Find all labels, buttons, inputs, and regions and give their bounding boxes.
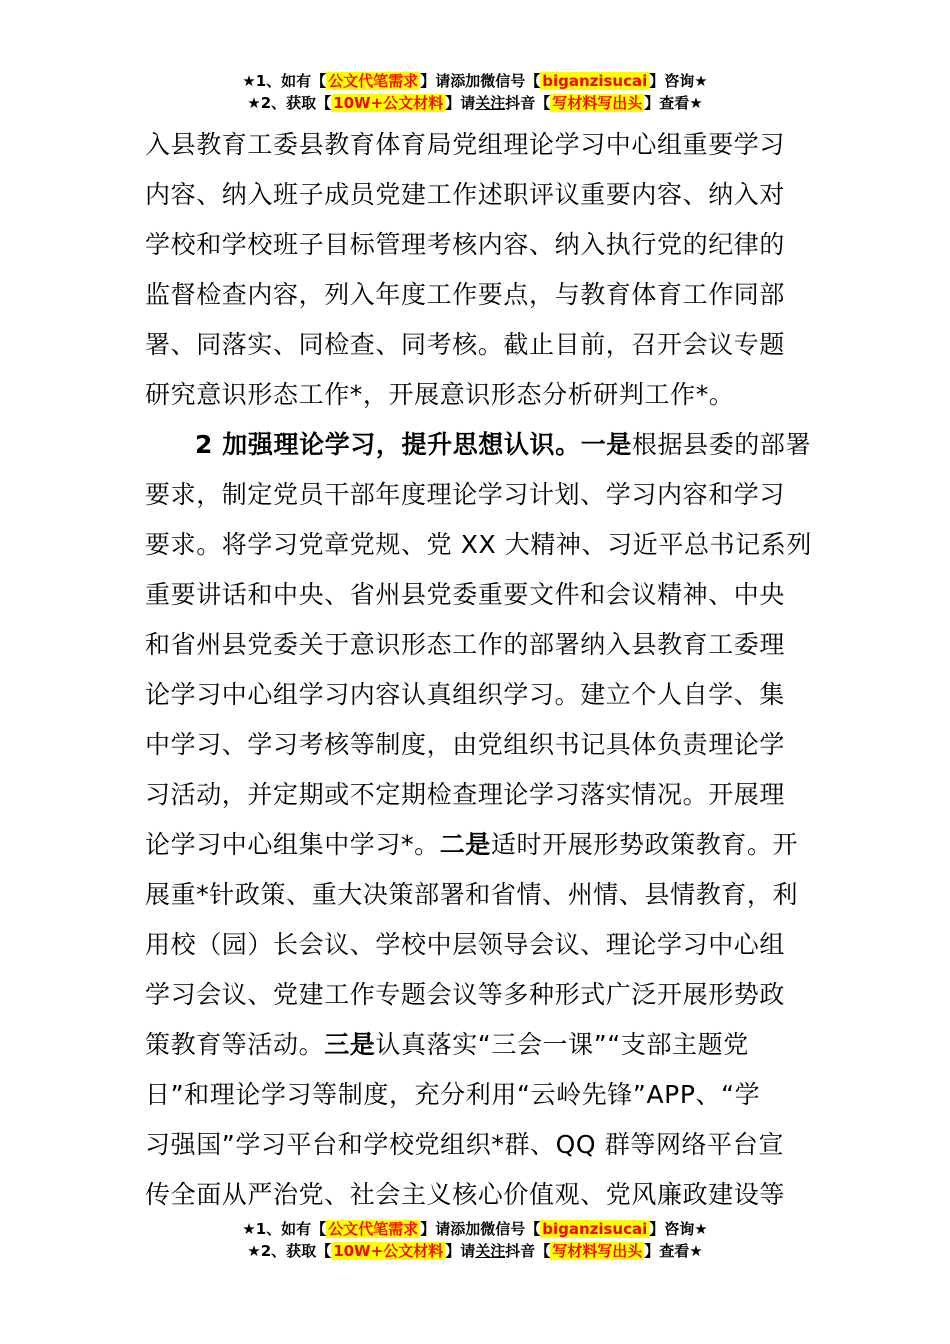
body-line: 习强国”学习平台和学校党组织*群、QQ 群等网络平台宣 xyxy=(145,1130,784,1159)
header-banner-line-2 xyxy=(0,92,950,114)
banner-text: ★2、获取【 xyxy=(247,94,332,112)
section-heading: 2 加强理论学习，提升思想认识。一是 xyxy=(195,430,632,459)
enumeration-marker: 二是 xyxy=(439,830,491,859)
banner-text: 】咨询★ xyxy=(649,72,708,90)
banner-highlight: 公文代笔需求 xyxy=(328,1220,419,1238)
body-line: 监督检查内容，列入年度工作要点，与教育体育工作同部 xyxy=(145,280,786,309)
footer-banner-line-2 xyxy=(0,1240,950,1262)
body-line: 学校和学校班子目标管理考核内容、纳入执行党的纪律的 xyxy=(145,230,786,259)
body-text-run: 论学习中心组集中学习*。 xyxy=(145,830,440,859)
header-banner xyxy=(0,70,950,114)
banner-text: 】请 xyxy=(445,94,476,112)
body-line: 论学习中心组学习内容认真组织学习。建立个人自学、集 xyxy=(145,680,786,709)
body-line: 传全面从严治党、社会主义核心价值观、党风廉政建设等 xyxy=(145,1180,786,1209)
body-line: 要求，制定党员干部年度理论学习计划、学习内容和学习 xyxy=(145,480,786,509)
banner-text: 】请添加微信号【 xyxy=(420,72,541,90)
banner-highlight: 10W+公文材料 xyxy=(333,94,444,112)
banner-text: 】查看★ xyxy=(644,94,703,112)
banner-text: 】咨询★ xyxy=(649,1220,708,1238)
banner-highlight: 写材料写出头 xyxy=(552,1242,643,1260)
banner-highlight-wechat-id: biganzisucai xyxy=(542,1220,648,1238)
body-line: 重要讲话和中央、省州县党委重要文件和会议精神、中央 xyxy=(145,580,786,609)
body-line: 展重*针政策、重大决策部署和省情、州情、县情教育，利 xyxy=(145,880,799,909)
banner-text: ★2、获取【 xyxy=(247,1242,332,1260)
body-line: 用校（园）长会议、学校中层领导会议、理论学习中心组 xyxy=(145,930,786,959)
banner-text: ★1、如有【 xyxy=(242,1220,327,1238)
body-line: 中学习、学习考核等制度，由党组织书记具体负责理论学 xyxy=(145,730,786,759)
body-line: 习活动，并定期或不定期检查理论学习落实情况。开展理 xyxy=(145,780,786,809)
footer-banner-line-1 xyxy=(0,1218,950,1240)
enumeration-marker: 三是 xyxy=(324,1030,376,1059)
banner-text: 抖音【 xyxy=(505,94,551,112)
banner-text: 】请添加微信号【 xyxy=(420,1220,541,1238)
header-banner-line-1 xyxy=(0,70,950,92)
body-text-run: 认真落实“三会一课”“支部主题党 xyxy=(375,1030,749,1059)
banner-text: 】请 xyxy=(445,1242,476,1260)
body-line xyxy=(145,828,825,862)
banner-text: 】查看★ xyxy=(644,1242,703,1260)
banner-text: 抖音【 xyxy=(505,1242,551,1260)
body-text-run: 适时开展形势政策教育。开 xyxy=(490,830,799,859)
paragraph-heading-line xyxy=(195,428,825,462)
banner-underlined: 关注 xyxy=(475,1242,506,1260)
banner-underlined: 关注 xyxy=(475,94,506,112)
banner-text: ★1、如有【 xyxy=(242,72,327,90)
body-text-run: 策教育等活动。 xyxy=(145,1030,325,1059)
body-line xyxy=(145,1028,825,1062)
banner-highlight-wechat-id: biganzisucai xyxy=(542,72,648,90)
body-line: 和省州县党委关于意识形态工作的部署纳入县教育工委理 xyxy=(145,630,786,659)
body-text-run: 根据县委的部署 xyxy=(631,430,812,459)
footer-banner xyxy=(0,1218,950,1262)
body-line: 署、同落实、同检查、同考核。截止目前，召开会议专题 xyxy=(145,330,786,359)
banner-highlight: 写材料写出头 xyxy=(552,94,643,112)
banner-highlight: 10W+公文材料 xyxy=(333,1242,444,1260)
body-line: 研究意识形态工作*，开展意识形态分析研判工作*。 xyxy=(145,380,735,409)
banner-highlight: 公文代笔需求 xyxy=(328,72,419,90)
body-line: 日”和理论学习等制度，充分利用“云岭先锋”APP、“学 xyxy=(145,1080,761,1109)
body-line: 学习会议、党建工作专题会议等多种形式广泛开展形势政 xyxy=(145,980,786,1009)
body-line: 内容、纳入班子成员党建工作述职评议重要内容、纳入对 xyxy=(145,180,786,209)
body-line: 要求。将学习党章党规、党 XX 大精神、习近平总书记系列 xyxy=(145,530,812,559)
body-line: 入县教育工委县教育体育局党组理论学习中心组重要学习 xyxy=(145,130,786,159)
